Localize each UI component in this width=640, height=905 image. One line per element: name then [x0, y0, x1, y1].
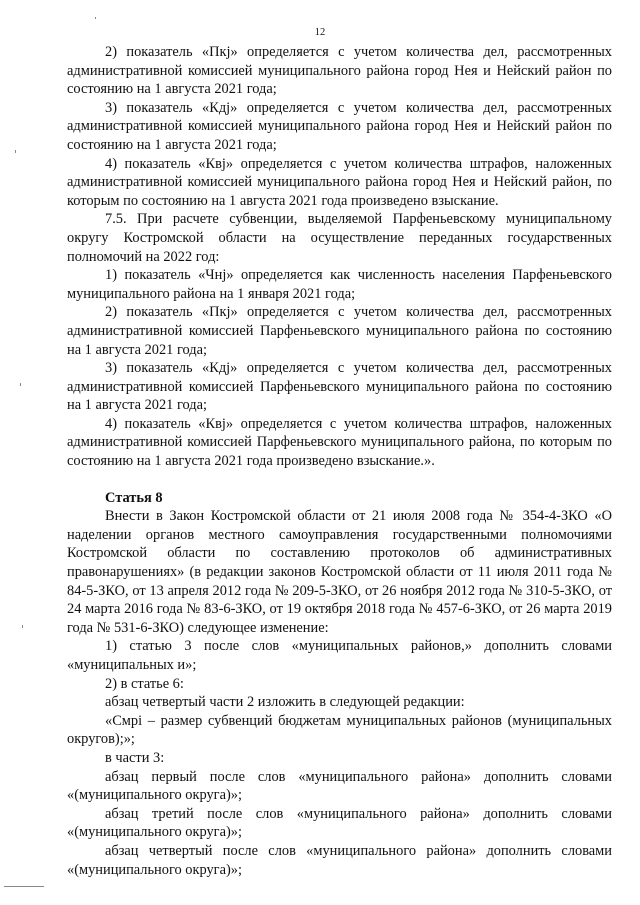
scan-mark [22, 625, 23, 628]
article-heading: Статья 8 [105, 489, 163, 506]
scan-mark [20, 383, 21, 386]
paragraph: 1) показатель «Чнj» определяется как численность населения Парфеньевского муниципального района на 1 января 2021 года; [67, 267, 612, 302]
paragraph: 2) показатель «Пкj» определяется с учетом количества дел, рассмотренных административной комиссией Парфеньевского муниципального района по состоянию на 1 августа 2021 года; [67, 304, 612, 358]
paragraph: в части 3: [105, 749, 165, 766]
paragraph: 4) показатель «Квj» определяется с учетом количества штрафов, наложенных административной комиссией муниципального района город Нея и Нейский район, по которым по состоянию на 1 августа 2021 года произведено взыскание. [67, 155, 612, 209]
paragraph: Внести в Закон Костромской области от 21 июля 2008 года № 354-4-ЗКО «О наделении органов местного самоуправления государственными полномочиями Костромской области по составлению протоколов об административных правонарушениях» (в редакции законов Костромской области от 11 июля 2011 года № 84-5-ЗКО, от 13 апреля 2012 года № 209-5-ЗКО, от 26 ноября 2012 года № 310-5-ЗКО, от 24 марта 2016 года № 83-6-ЗКО, от 19 октября 2018 года № 457-6-ЗКО, от 26 марта 2019 года № 531-6-ЗКО) следующее изменение: [67, 508, 612, 636]
paragraph: 4) показатель «Квj» определяется с учетом количества штрафов, наложенных административной комиссией Парфеньевского муниципального района, по которым по состоянию на 1 августа 2021 года произведено взыскание.». [67, 415, 612, 470]
paragraph: 3) показатель «Кдj» определяется с учетом количества дел, рассмотренных административной комиссией Парфеньевского муниципального района по состоянию на 1 августа 2021 года; [67, 360, 612, 414]
paragraph: 2) в статье 6: [105, 675, 184, 692]
scan-mark [95, 17, 96, 19]
paragraph: абзац четвертый после слов «муниципального района» дополнить словами «(муниципального округа)»; [67, 842, 612, 878]
page-number: 12 [314, 27, 326, 38]
paragraph: «Cмрі – размер субвенций бюджетам муниципальных районов (муниципальных округов);»; [67, 712, 612, 748]
paragraph: 2) показатель «Пкj» определяется с учетом количества дел, рассмотренных административной комиссией муниципального района город Нея и Нейский район по состоянию на 1 августа 2021 года; [67, 44, 612, 98]
paragraph: 1) статью 3 после слов «муниципальных районов,» дополнить словами «муниципальных и»; [67, 638, 612, 673]
paragraph: 3) показатель «Кдj» определяется с учетом количества дел, рассмотренных административной комиссией муниципального района город Нея и Нейский район по состоянию на 1 августа 2021 года; [67, 99, 612, 153]
paragraph: абзац четвертый части 2 изложить в следующей редакции: [105, 694, 465, 711]
paragraph: 7.5. При расчете субвенции, выделяемой Парфеньевскому муниципальному округу Костромской области на осуществление переданных государственных полномочий на 2022 год: [67, 211, 612, 265]
scan-mark [15, 150, 16, 153]
paragraph: абзац первый после слов «муниципального района» дополнить словами «(муниципального округа)»; [67, 768, 612, 804]
document-body [67, 43, 612, 879]
scan-mark [4, 886, 44, 887]
section-gap [67, 471, 612, 489]
paragraph: абзац третий после слов «муниципального района» дополнить словами «(муниципального округа)»; [67, 805, 612, 841]
